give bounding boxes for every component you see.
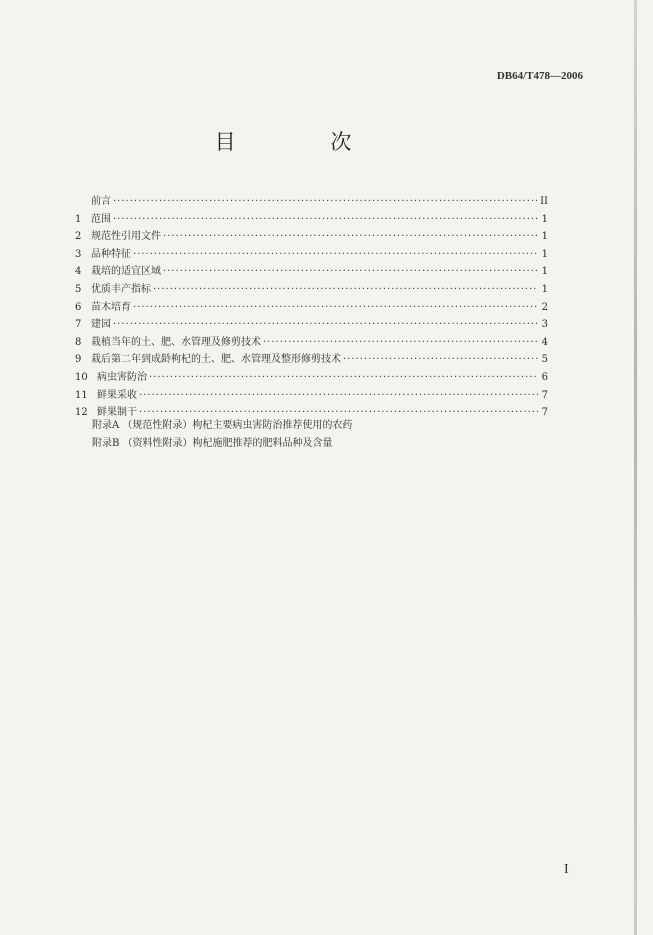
toc-entry-number: 2: [75, 231, 82, 243]
toc-appendix-b[interactable]: 附录B （资料性附录）枸杞施肥推荐的肥料品种及含量: [92, 438, 333, 449]
toc-leader-dots: [133, 299, 538, 317]
toc-entry-number: 4: [75, 266, 82, 278]
toc-leader-dots: [263, 334, 538, 352]
toc-leader-dots: [163, 263, 538, 281]
toc-entry[interactable]: [75, 299, 548, 317]
toc-entry-label: 品种特征: [91, 248, 131, 260]
toc-leader-dots: [153, 281, 538, 299]
toc-entry-label: 栽后第二年到成龄枸杞的土、肥、水管理及整形修剪技术: [91, 354, 341, 366]
toc-entry[interactable]: [75, 211, 548, 229]
toc-entry-page: 1: [541, 231, 548, 243]
toc-entry-number: 6: [75, 301, 82, 313]
toc-entry-label: 范围: [91, 213, 111, 225]
toc-entry-label: 优质丰产指标: [91, 283, 151, 295]
toc-entry[interactable]: [75, 228, 548, 246]
toc-entry-number: 10: [75, 371, 88, 383]
toc-entry-label: 栽培的适宜区域: [91, 266, 161, 278]
table-of-contents: [75, 193, 548, 422]
toc-leader-dots: [133, 246, 538, 264]
toc-entry-page: 3: [541, 319, 548, 331]
toc-entry-page: 6: [541, 371, 548, 383]
toc-leader-dots: [163, 228, 538, 246]
toc-entry-label: 建园: [91, 319, 111, 331]
toc-entry-number: 11: [75, 389, 88, 401]
toc-leader-dots: [113, 193, 538, 211]
toc-entry-number: 12: [75, 407, 88, 419]
toc-entry-page: 2: [541, 301, 548, 313]
toc-entry-number: 8: [75, 336, 82, 348]
toc-entry[interactable]: [75, 369, 548, 387]
toc-entry-label: 鲜果制干: [97, 407, 137, 419]
toc-leader-dots: [139, 387, 538, 405]
toc-entry-number: 3: [75, 248, 82, 260]
toc-entry-label: 苗木培育: [91, 301, 131, 313]
toc-entry[interactable]: [75, 351, 548, 369]
toc-entry[interactable]: [75, 387, 548, 405]
toc-leader-dots: [113, 211, 538, 229]
page-title: 目 次: [214, 130, 396, 154]
toc-entry-number: 9: [75, 354, 82, 366]
toc-entry[interactable]: [75, 263, 548, 281]
toc-appendix-a[interactable]: 附录A （规范性附录）枸杞主要病虫害防治推荐使用的农药: [92, 420, 353, 431]
toc-entry[interactable]: [75, 334, 548, 352]
toc-entry-page: 1: [541, 213, 548, 225]
toc-entry[interactable]: [75, 316, 548, 334]
toc-entry-number: 7: [75, 319, 82, 331]
toc-entry-label: 规范性引用文件: [91, 231, 161, 243]
toc-entry-label: 病虫害防治: [97, 371, 147, 383]
toc-leader-dots: [149, 369, 538, 387]
page-number: I: [564, 862, 569, 877]
toc-entry-number: 5: [75, 283, 82, 295]
toc-entry-label: 栽植当年的土、肥、水管理及修剪技术: [91, 336, 261, 348]
toc-entry-page: 7: [541, 389, 548, 401]
toc-entry-page: 4: [541, 336, 548, 348]
toc-leader-dots: [343, 351, 538, 369]
page-edge-shadow: [634, 0, 637, 935]
toc-entry-label: 鲜果采收: [97, 389, 137, 401]
toc-entry-foreword[interactable]: [75, 193, 548, 211]
toc-entry-page: 5: [541, 354, 548, 366]
toc-entry-page: 7: [541, 407, 548, 419]
toc-entry[interactable]: [75, 281, 548, 299]
toc-entry-page: 1: [541, 283, 548, 295]
toc-entry-page: 1: [541, 248, 548, 260]
toc-entry-page: 1: [541, 266, 548, 278]
toc-entry[interactable]: [75, 246, 548, 264]
toc-entry-label: 前言: [91, 196, 111, 207]
standard-code: DB64/T478—2006: [496, 70, 583, 82]
toc-entry-page: II: [540, 196, 548, 207]
toc-leader-dots: [113, 316, 538, 334]
toc-entry-number: 1: [75, 213, 82, 225]
